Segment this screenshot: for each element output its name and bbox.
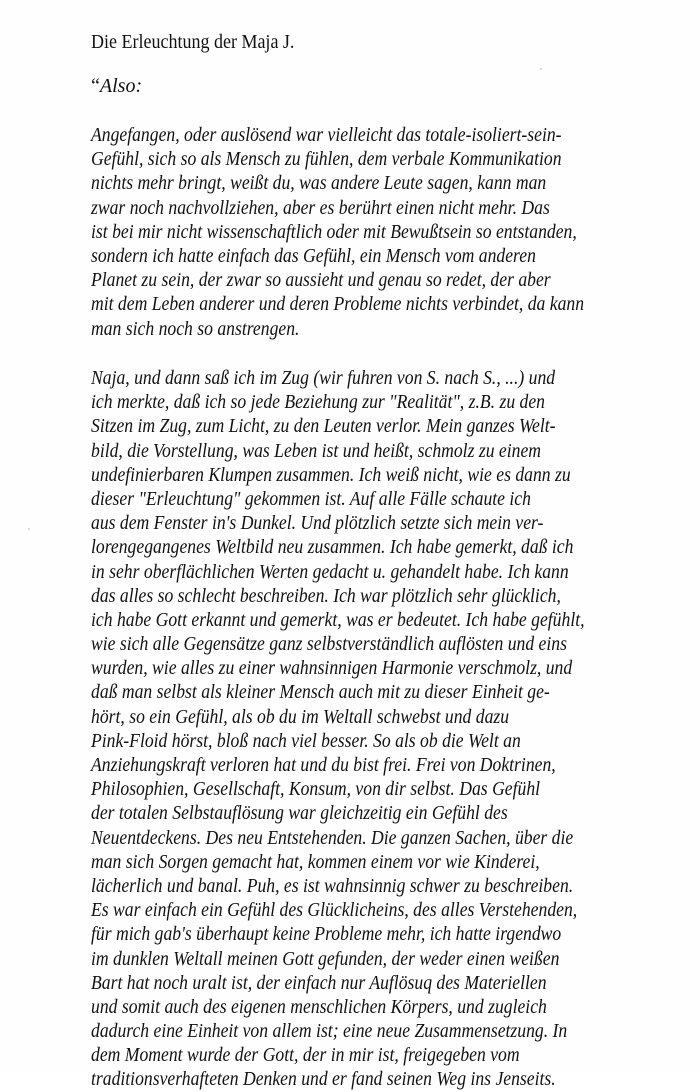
text-line: Es war einfach ein Gefühl des Glücklicheins, des alles Verstehenden, bbox=[91, 899, 578, 922]
text-line: Gefühl, sich so als Mensch zu fühlen, dem verbale Kommunikation bbox=[91, 148, 562, 171]
text-line: Pink-Floid hörst, bloß nach viel besser. So als ob die Welt an bbox=[91, 729, 521, 752]
text-line: bild, die Vorstellung, was Leben ist und heißt, schmolz zu einem bbox=[91, 439, 542, 462]
text-line: Bart hat noch uralt ist, der einfach nur Auflösuq des Materiellen bbox=[91, 971, 547, 994]
text-line: für mich gab's überhaupt keine Probleme mehr, ich hatte irgendwo bbox=[91, 923, 562, 946]
text-line: dieser "Erleuchtung" gekommen ist. Auf alle Fälle schaute ich bbox=[91, 487, 531, 510]
text-line: ist bei mir nicht wissenschaftlich oder mit Bewußtsein so entstanden, bbox=[91, 220, 577, 243]
opening-line bbox=[91, 74, 142, 98]
text-line: traditionsverhafteten Denken und er fand seinen Weg ins Jenseits. bbox=[91, 1068, 556, 1091]
text-line: Philosophien, Gesellschaft, Konsum, von dir selbst. Das Gefühl bbox=[91, 778, 541, 801]
text-line: und somit auch des eigenen menschlichen Körpers, und zugleich bbox=[91, 995, 547, 1018]
text-line: dem Moment wurde der Gott, der in mir ist, freigegeben vom bbox=[91, 1044, 520, 1067]
text-line: man sich noch so anstrengen. bbox=[91, 317, 300, 340]
text-line: Planet zu sein, der zwar so aussieht und genau so redet, der aber bbox=[91, 269, 551, 292]
text-line: wurden, wie alles zu einer wahnsinnigen Harmonie verschmolz, und bbox=[91, 657, 573, 680]
text-line: Angefangen, oder auslösend war vielleicht das totale-isoliert-sein- bbox=[91, 124, 562, 146]
paragraph-2 bbox=[91, 366, 665, 1092]
text-line: hört, so ein Gefühl, als ob du im Weltall schwebst und dazu bbox=[91, 705, 510, 728]
text-line: man sich Sorgen gemacht hat, kommen einem vor wie Kinderei, bbox=[91, 850, 540, 873]
text-line: das alles so schlecht beschreiben. Ich war plötzlich sehr glücklich, bbox=[91, 584, 561, 607]
text-line: ich habe Gott erkannt und gemerkt, was er bedeutet. Ich habe gefühlt, bbox=[91, 608, 585, 631]
text-line: nichts mehr bringt, weißt du, was andere Leute sagen, kann man bbox=[91, 172, 547, 195]
opening-word: Also: bbox=[99, 75, 143, 97]
text-line: Neuentdeckens. Des neu Entstehenden. Die ganzen Sachen, über die bbox=[91, 826, 574, 849]
text-line: dadurch eine Einheit von allem ist; eine neue Zusammensetzung. In bbox=[91, 1020, 568, 1043]
paragraph-1 bbox=[91, 123, 664, 341]
text-line: Sitzen im Zug, zum Licht, zu den Leuten verlor. Mein ganzes Welt- bbox=[91, 415, 556, 438]
text-line: undefinierbaren Klumpen zusammen. Ich weiß nicht, wie es dann zu bbox=[91, 463, 571, 486]
document-title: Die Erleuchtung der Maja J. bbox=[91, 31, 295, 53]
text-line: aus dem Fenster in's Dunkel. Und plötzlich setzte sich mein ver- bbox=[91, 512, 544, 535]
text-line: wie sich alle Gegensätze ganz selbstverständlich auflösten und eins bbox=[91, 633, 567, 656]
opening-quote-mark: “ bbox=[91, 75, 100, 97]
text-line: Naja, und dann saß ich im Zug (wir fuhren von S. nach S., ...) und bbox=[91, 367, 556, 389]
text-line: lorengegangenes Weltbild neu zusammen. Ich habe gemerkt, daß ich bbox=[91, 536, 574, 559]
scan-artifact bbox=[540, 68, 542, 70]
text-line: der totalen Selbstauflösung war gleichzeitig ein Gefühl des bbox=[91, 802, 508, 825]
text-line: Anziehungskraft verloren hat und du bist frei. Frei von Doktrinen, bbox=[91, 754, 556, 776]
text-line: ich merkte, daß ich so jede Beziehung zur "Realität", z.B. zu den bbox=[91, 391, 545, 414]
text-line: sondern ich hatte einfach das Gefühl, ein Mensch vom anderen bbox=[91, 244, 536, 267]
scan-artifact bbox=[28, 528, 30, 530]
text-line: mit dem Leben anderer und deren Probleme nichts verbindet, da kann bbox=[91, 293, 585, 316]
text-line: daß man selbst als kleiner Mensch auch mit zu dieser Einheit ge- bbox=[91, 681, 550, 704]
text-line: im dunklen Weltall meinen Gott gefunden, der weder einen weißen bbox=[91, 947, 560, 970]
text-line: zwar noch nachvollziehen, aber es berührt einen nicht mehr. Das bbox=[91, 196, 550, 219]
text-line: lächerlich und banal. Puh, es ist wahnsinnig schwer zu beschreiben. bbox=[91, 874, 574, 897]
text-line: in sehr oberflächlichen Werten gedacht u. gehandelt habe. Ich kann bbox=[91, 560, 569, 583]
